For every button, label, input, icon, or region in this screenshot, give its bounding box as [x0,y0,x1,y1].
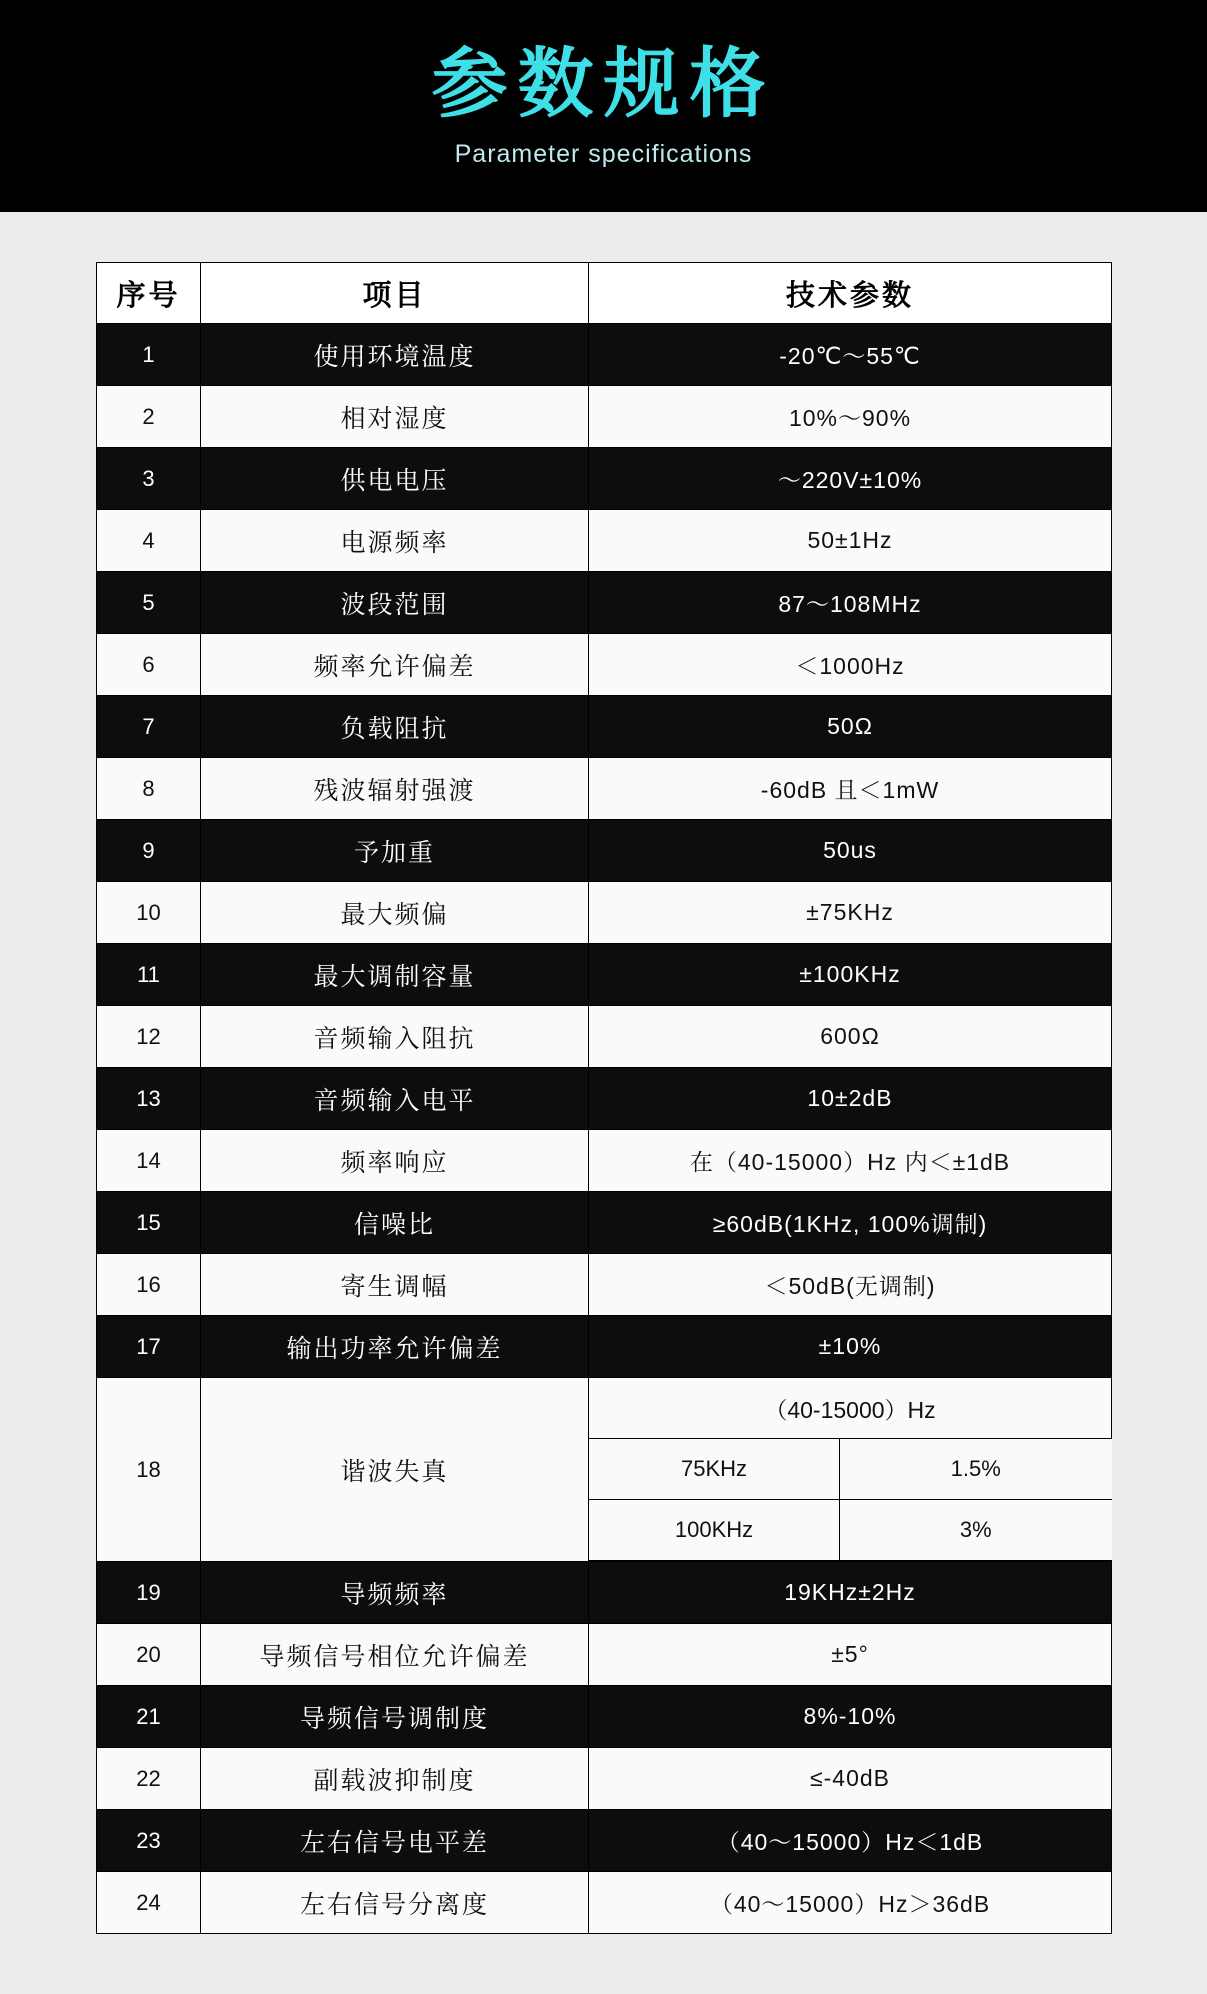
table-row [97,1316,1112,1378]
table-row [97,324,1112,386]
table-row [97,1686,1112,1748]
table-row [97,1872,1112,1934]
row-no: 23 [97,1810,201,1872]
subrow-cells [589,1500,1112,1562]
row-value: 50Ω [589,696,1112,758]
row-item: 频率响应 [201,1130,589,1192]
row-value: ＜1000Hz [589,634,1112,696]
table-row [97,572,1112,634]
row-item: 音频输入电平 [201,1068,589,1130]
column-header-value: 技术参数 [589,263,1112,324]
row-item: 相对湿度 [201,386,589,448]
row-no: 12 [97,1006,201,1068]
row-no: 10 [97,882,201,944]
row-no: 19 [97,1562,201,1624]
row-item: 信噪比 [201,1192,589,1254]
row-no: 16 [97,1254,201,1316]
specifications-table [96,262,1112,1934]
row-item: 使用环境温度 [201,324,589,386]
row-no: 14 [97,1130,201,1192]
row-value: ±100KHz [589,944,1112,1006]
table-header-row [97,263,1112,324]
table-row [97,510,1112,572]
row-item: 最大调制容量 [201,944,589,1006]
row-item: 导频频率 [201,1562,589,1624]
table-row [97,1748,1112,1810]
table-row [97,944,1112,1006]
row-value: -20℃～55℃ [589,324,1112,386]
row-value: 87～108MHz [589,572,1112,634]
row-item: 电源频率 [201,510,589,572]
row-no: 4 [97,510,201,572]
row-no: 6 [97,634,201,696]
row-item: 输出功率允许偏差 [201,1316,589,1378]
row-value: 600Ω [589,1006,1112,1068]
subrow-cells [589,1439,1112,1501]
row-value: ±10% [589,1316,1112,1378]
table-row [97,696,1112,758]
table-row [97,1006,1112,1068]
table-row [97,1068,1112,1130]
row-value: （40～15000）Hz＞36dB [589,1872,1112,1934]
row-value: ～220V±10% [589,448,1112,510]
row-value: ±5° [589,1624,1112,1686]
row-no: 22 [97,1748,201,1810]
row-item: 左右信号分离度 [201,1872,589,1934]
table-row [97,882,1112,944]
row-item: 谐波失真 [201,1378,589,1562]
subrow-value: 1.5% [840,1439,1112,1500]
table-row [97,1254,1112,1316]
row-value: 10±2dB [589,1068,1112,1130]
row-value: 10%～90% [589,386,1112,448]
row-no: 9 [97,820,201,882]
subrow-value: 3% [840,1500,1112,1561]
content-area [0,212,1207,1994]
table-row [97,448,1112,510]
row-no: 20 [97,1624,201,1686]
row-value: 8%-10% [589,1686,1112,1748]
subrow-label: 75KHz [589,1439,840,1500]
row-value: 19KHz±2Hz [589,1562,1112,1624]
page-title: 参数规格 [431,41,776,127]
row-item: 负载阻抗 [201,696,589,758]
row-no: 21 [97,1686,201,1748]
table-row [97,634,1112,696]
group-header-value: （40-15000）Hz [589,1378,1112,1439]
row-no: 2 [97,386,201,448]
column-header-no: 序号 [97,263,201,324]
column-header-item: 项目 [201,263,589,324]
page-header [0,0,1207,212]
table-row [97,386,1112,448]
row-no: 18 [97,1378,201,1562]
table-row [97,758,1112,820]
table-row-group-harmonic [97,1378,1112,1439]
row-value: 50±1Hz [589,510,1112,572]
table-row [97,1130,1112,1192]
row-item: 导频信号相位允许偏差 [201,1624,589,1686]
table-row [97,1624,1112,1686]
row-item: 波段范围 [201,572,589,634]
row-no: 24 [97,1872,201,1934]
row-no: 17 [97,1316,201,1378]
row-item: 残波辐射强渡 [201,758,589,820]
row-value: 在（40-15000）Hz 内＜±1dB [589,1130,1112,1192]
row-value: ＜50dB(无调制) [589,1254,1112,1316]
row-value: -60dB 且＜1mW [589,758,1112,820]
table-row [97,1192,1112,1254]
row-item: 导频信号调制度 [201,1686,589,1748]
page-subtitle: Parameter specifications [454,140,753,169]
row-item: 供电电压 [201,448,589,510]
row-item: 左右信号电平差 [201,1810,589,1872]
row-no: 7 [97,696,201,758]
table-row [97,1562,1112,1624]
row-no: 5 [97,572,201,634]
row-item: 最大频偏 [201,882,589,944]
row-item: 频率允许偏差 [201,634,589,696]
row-no: 15 [97,1192,201,1254]
row-no: 1 [97,324,201,386]
row-no: 3 [97,448,201,510]
row-item: 副载波抑制度 [201,1748,589,1810]
table-row [97,820,1112,882]
row-item: 音频输入阻抗 [201,1006,589,1068]
row-value: 50us [589,820,1112,882]
row-no: 11 [97,944,201,1006]
row-item: 予加重 [201,820,589,882]
table-row [97,1810,1112,1872]
row-no: 13 [97,1068,201,1130]
row-value: ±75KHz [589,882,1112,944]
row-no: 8 [97,758,201,820]
subrow-label: 100KHz [589,1500,840,1561]
row-value: （40～15000）Hz＜1dB [589,1810,1112,1872]
row-value: ≥60dB(1KHz, 100%调制) [589,1192,1112,1254]
row-item: 寄生调幅 [201,1254,589,1316]
row-value: ≤-40dB [589,1748,1112,1810]
